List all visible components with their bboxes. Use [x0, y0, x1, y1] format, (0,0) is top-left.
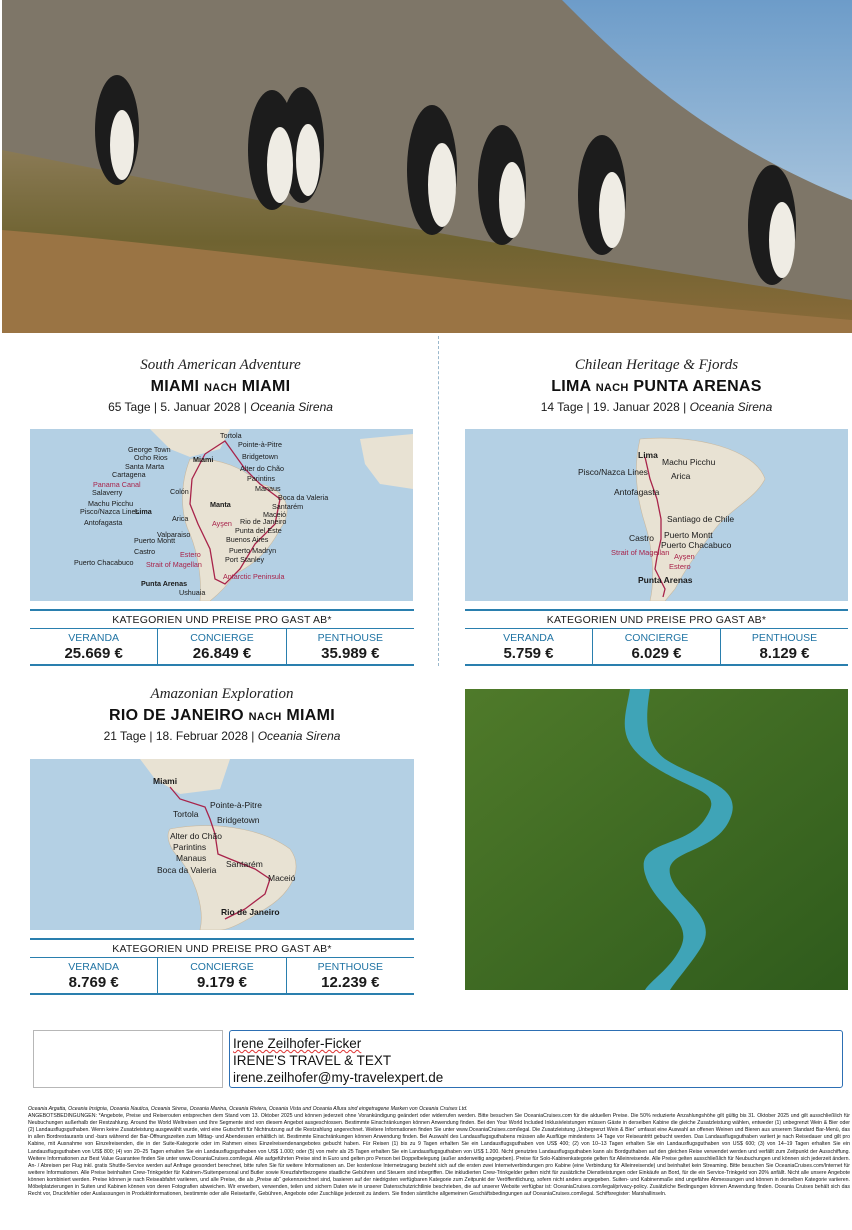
map-label: Antofagasta	[614, 487, 660, 497]
map-label: Manaus	[176, 853, 207, 863]
map-label: Colón	[170, 487, 189, 496]
fine-print	[28, 1106, 850, 1198]
map-label: Salaverry	[92, 488, 123, 497]
tour-1-prices	[30, 609, 414, 666]
agent-email: irene.zeilhofer@my-travelexpert.de	[233, 1070, 444, 1085]
tour-2-from: LIMA	[551, 378, 591, 395]
tour-1-meta: 65 Tage | 5. Januar 2028 | Oceania Sirena	[108, 400, 333, 414]
price-penthouse	[287, 629, 414, 664]
map-label: Puerto Chacabuco	[661, 540, 732, 550]
tour-2-prices	[465, 609, 848, 666]
tour-1-to: MIAMI	[241, 378, 291, 395]
price-category: PENTHOUSE	[317, 961, 383, 973]
map-label: Lima	[135, 507, 152, 516]
map-label: Castro	[134, 547, 156, 556]
map-label: Santarém	[272, 502, 304, 511]
prices-header: KATEGORIEN UND PREISE PRO GAST AB*	[30, 609, 414, 629]
tour-1-days: 65 Tage	[108, 400, 151, 414]
tour-3-subtitle: Amazonian Exploration	[150, 686, 294, 702]
map-label: Tortola	[220, 431, 242, 440]
map-label: Panama Canal	[93, 480, 141, 489]
map-label: Ayşen	[674, 552, 695, 561]
price-veranda	[465, 629, 593, 664]
tour-3-heading	[30, 686, 414, 743]
map-label: Valparaiso	[157, 530, 191, 539]
agent-company: IRENE'S TRAVEL & TEXT	[233, 1053, 392, 1068]
map-label: Manta	[210, 500, 231, 509]
map-label: George Town	[128, 445, 171, 454]
map-label: Estero	[180, 550, 201, 559]
price-value: 9.179 €	[196, 974, 248, 991]
tour-1-nach: nach	[204, 378, 237, 395]
map-label: Santiago de Chile	[667, 514, 735, 524]
tour-2-date: 19. Januar 2028	[593, 400, 680, 414]
price-value: 26.849 €	[192, 645, 252, 662]
price-concierge	[593, 629, 721, 664]
map-label: Antarctic Peninsula	[223, 572, 285, 581]
terms-text: ANGEBOTSBEDINGUNGEN: *Angebote, Preise und Reiserouten entsprechen dem Stand vom 13. Oktober 2025 und können jederzeit ohne Vorankündigung geändert oder widerrufen werden. Bitte besuchen Sie OceaniaCruises.com für die aktuellen Preise. Die 50% reduzierte Anzahlungshöhe gilt gültig bis 31. Oktober 2025 und gilt ausschließlich für Neubuchungen außerhalb der Restzahlung. Around the World Weltreisen und ihre Segmente sind von diesem Angebot ausgeschlossen. Bestimmte Einschränkungen können Anwendung finden. Bei den Your World Included Inklusivleistungen müssen Gäste in derselben Kabine die gleiche Zusatzleistung wählen, entweder (1) unbegrenzt Wein & Bier oder (2) Landausflugsguthaben. Wenn keine Zusatzleistung ausgewählt wurde, wird eine Gutschrift für Nichtnutzung auf die Restzahlung angerechnet. Weitere Informationen finden Sie unter www.OceaniaCruises.com/legal. Die Zusatzleistung „Unbegrenzt Wein & Bier“ umfasst eine Auswahl an offenen Weinen und Bieren aus unserem Standard Bar-Menü, das in allen Bordrestaurants und -bars während der Bar-Öffnungszeiten zum Mittag- und Abendessen erhältlich ist. Bestimmte Einschränkungen können Anwendung finden. Bei Auswahl des Landausflugsguthabens müssen alle Ausflüge mindestens 14 Tage vor Reiseantritt gebucht werden. Das Landausflugsguthaben variiert je nach Reisedauer und gilt pro Kabine, mit Ausnahme von Einzelreisenden, die in der Suite-Kategorie oder im Rahmen eines Einzelreisendenangebotes gebucht haben. Für Reisen (1) bis zu 9 Tagen erhalten Sie ein Landausflugsguthaben von US$ 400; (2) von 10–13 Tagen erhalten Sie ein Landausflugsguthaben von US$ 600; (3) von 14–19 Tagen erhalten Sie ein Landausflugsguthaben von US$ 800; (4) von 20–25 Tagen erhalten Sie ein Landausflugsguthaben von US$ 1.000; oder (5) von mehr als 25 Tagen erhalten Sie ein Landausflugsguthaben von US$ 1.200. Nicht genutztes Landausflugsguthaben kann als Bordguthaben auf den gleichen Reise verwendet werden und verfällt zum Zeitpunkt der Ausschiffung. Weitere Informationen zur Best Value Guarantee finden Sie unter www.OceaniaCruises.com/legal. Alle aufgeführten Preise sind in Euro und gelten pro Person bei Doppelbelegung (außer anderweitig angegeben). Preise für Solo-Kabinenkategorie gelten für Alleinreisende. Alle Preise gelten ausschließlich für Neubuchungen und können sich jederzeit ändern. An- / Abreisen per Flug inkl. gratis Shuttle-Service werden auf Anfrage gesondert berechnet, bitte rufen Sie für weitere Informationen an. Der kostenlose Internetzugang bezieht sich auf die ersten zwei Internetverbindungen pro Kabine (eine Verbindung für Alleinreisende) und beinhaltet kein Streaming. Bitte besuchen Sie OceaniaCruises.com/Internet für weitere Informationen. Alle Preise beinhalten Crew-Trinkgelder für Kabinen-/Suitenpersonal und Butler sowie Kreuzfahrtbezogene staatliche Gebühren und Steuern sind inbegriffen. Die inkludierten Crew-Trinkgelder gelten nicht für zusätzliche Dienstleistungen oder Einkäufe an Bord, für die ein Service-Trinkgeld von 20% anfällt. Nicht alle unsere Angebote können kombiniert werden. Preise können je nach Reiseabfahrt variieren, und alle Preise, die als „Preise ab“ gekennzeichnet sind, basieren auf der niedrigsten verfügbaren Kategorie zum Zeitpunkt der Veröffentlichung, sofern nicht anders angegeben. Suiten- und Kabinenmaße sind ungefähre Abmessungen und können in derselben Kategorie variieren. Möbelplatzierungen in Suiten und Kabinen können von deren Fotografien abweichen. Wir erwerben, verwenden, teilen und sichern Daten wie in unserer Datenschutzrichtlinie beschrieben, die auf unserer Website verfügbar ist: OceaniaCruises.com/legal/privacy-policy. Zusätzliche Bedingungen können Anwendung finden. Oceania Cruises behält sich das Recht vor, Druckfehler oder Auslassungen in Produktinformationen, bestimmte oder alle Reisetarife, Gebühren, Angebote oder Zuschläge jederzeit zu ändern. Sie finden sämtliche allgemeinen Geschäftsbedingungen auf OceaniaCruises.com/legal. Schiffsregister: Marshallinseln.	[28, 1113, 850, 1198]
tour-2-ship: Oceania Sirena	[689, 400, 773, 414]
map-label: Punta del Este	[235, 526, 282, 535]
price-category: VERANDA	[68, 961, 120, 973]
map-label: Punta Arenas	[141, 579, 188, 588]
map-label: Bridgetown	[217, 815, 260, 825]
map-label: Tortola	[173, 809, 199, 819]
map-label: Arica	[671, 471, 691, 481]
price-category: CONCIERGE	[190, 632, 254, 644]
map-label: Estero	[669, 562, 691, 571]
price-value: 5.759 €	[503, 645, 554, 662]
map-label: Parintins	[173, 842, 207, 852]
tour-3-ship: Oceania Sirena	[257, 729, 341, 743]
map-label: Rio de Janeiro	[240, 517, 287, 526]
map-label: Miami	[193, 455, 214, 464]
price-concierge	[158, 629, 286, 664]
price-value: 35.989 €	[321, 645, 380, 662]
map-label: Ushuaia	[179, 588, 206, 597]
tour-2-heading	[465, 357, 848, 414]
map-label: Bridgetown	[242, 452, 278, 461]
map-label: Strait of Magellan	[611, 548, 670, 557]
amazon-river-image	[465, 689, 848, 990]
tour-2-meta: 14 Tage | 19. Januar 2028 | Oceania Sirena	[540, 400, 773, 414]
map-label: Pointe-à-Pitre	[238, 440, 282, 449]
map-label: Machu Picchu	[88, 499, 134, 508]
map-label: Pisco/Nazca Lines	[80, 507, 140, 516]
price-category: CONCIERGE	[190, 961, 254, 973]
column-divider	[438, 336, 439, 666]
map-label: Pisco/Nazca Lines	[578, 467, 648, 477]
map-label: Puerto Montt	[664, 530, 713, 540]
tour-2-title	[465, 378, 848, 396]
tour-2-to: PUNTA ARENAS	[633, 378, 762, 395]
tour-3-to: MIAMI	[286, 707, 335, 724]
tour-3-date: 18. Februar 2028	[155, 729, 248, 743]
map-label: Rio de Janeiro	[221, 907, 280, 917]
prices-header: KATEGORIEN UND PREISE PRO GAST AB*	[465, 609, 848, 629]
tour-3-map	[30, 759, 414, 930]
map-label: Alter do Chão	[240, 464, 284, 473]
agent-info-box[interactable]	[229, 1030, 843, 1088]
tour-2-map	[465, 429, 848, 601]
map-label: Miami	[153, 776, 178, 786]
agent-logo-box	[33, 1030, 223, 1088]
map-label: Ayşen	[212, 519, 232, 528]
map-label: Boca da Valeria	[278, 493, 329, 502]
prices-header: KATEGORIEN UND PREISE PRO GAST AB*	[30, 938, 414, 958]
price-value: 12.239 €	[321, 974, 380, 991]
price-concierge	[158, 958, 286, 993]
hero-image-penguins	[2, 0, 852, 333]
tour-1-map	[30, 429, 413, 601]
tour-3-nach: nach	[248, 707, 282, 724]
map-label: Strait of Magellan	[146, 560, 202, 569]
price-veranda	[30, 629, 158, 664]
tour-3-meta: 21 Tage | 18. Februar 2028 | Oceania Sirena	[103, 729, 341, 743]
price-category: PENTHOUSE	[751, 632, 818, 644]
map-label: Puerto Madryn	[229, 546, 277, 555]
tour-2-subtitle: Chilean Heritage & Fjords	[574, 357, 739, 373]
map-label: Puerto Montt	[134, 536, 176, 545]
price-category: VERANDA	[68, 632, 120, 644]
map-label: Maceió	[268, 873, 296, 883]
tour-1-title	[28, 378, 413, 396]
map-label: Boca da Valeria	[157, 865, 217, 875]
map-label: Port Stanley	[225, 555, 265, 564]
trademark-notice: Oceania Argatta, Oceania Insignia, Oceania Nautica, Oceania Sirena, Oceania Marina, Oceania Riviera, Oceania Vista und Oceania Allura sind eingetragene Marken von Oceania Cruises Ltd.	[28, 1106, 468, 1112]
tour-3-days: 21 Tage	[103, 729, 147, 743]
map-label: Pointe-à-Pitre	[210, 800, 262, 810]
tour-3-prices	[30, 938, 414, 995]
price-value: 25.669 €	[64, 645, 123, 662]
price-value: 6.029 €	[631, 645, 682, 662]
map-label: Machu Picchu	[662, 457, 716, 467]
map-label: Buenos Aires	[226, 535, 269, 544]
tour-2-nach: nach	[595, 378, 629, 395]
map-label: Ocho Rios	[134, 453, 168, 462]
map-label: Castro	[629, 533, 655, 543]
price-value: 8.129 €	[759, 645, 810, 662]
map-label: Santarém	[226, 859, 263, 869]
price-veranda	[30, 958, 158, 993]
price-category: VERANDA	[503, 632, 554, 644]
price-category: PENTHOUSE	[317, 632, 383, 644]
map-label: Puerto Chacabuco	[74, 558, 134, 567]
map-label: Santa Marta	[125, 462, 165, 471]
tour-1-subtitle: South American Adventure	[140, 357, 301, 373]
map-label: Alter do Chão	[170, 831, 222, 841]
map-label: Arica	[172, 514, 189, 523]
map-label: Cartagena	[112, 470, 146, 479]
tour-3-title	[30, 707, 414, 725]
price-penthouse	[287, 958, 414, 993]
map-label: Antofagasta	[84, 518, 123, 527]
agent-name-text: Irene Zeilhofer-Ficker	[233, 1036, 362, 1051]
price-value: 8.769 €	[68, 974, 119, 991]
tour-3-from: RIO DE JANEIRO	[109, 707, 244, 724]
agent-name	[233, 1035, 839, 1052]
map-label: Punta Arenas	[638, 575, 693, 585]
tour-1-from: MIAMI	[150, 378, 200, 395]
price-penthouse	[721, 629, 848, 664]
tour-2-days: 14 Tage	[540, 400, 584, 414]
map-label: Parintins	[247, 474, 275, 483]
tour-1-ship: Oceania Sirena	[250, 400, 333, 414]
map-label: Manaus	[255, 484, 281, 493]
tour-1-heading	[28, 357, 413, 414]
price-category: CONCIERGE	[624, 632, 689, 644]
map-label: Lima	[638, 450, 658, 460]
tour-1-date: 5. Januar 2028	[160, 400, 241, 414]
map-label: Maceió	[263, 510, 287, 519]
